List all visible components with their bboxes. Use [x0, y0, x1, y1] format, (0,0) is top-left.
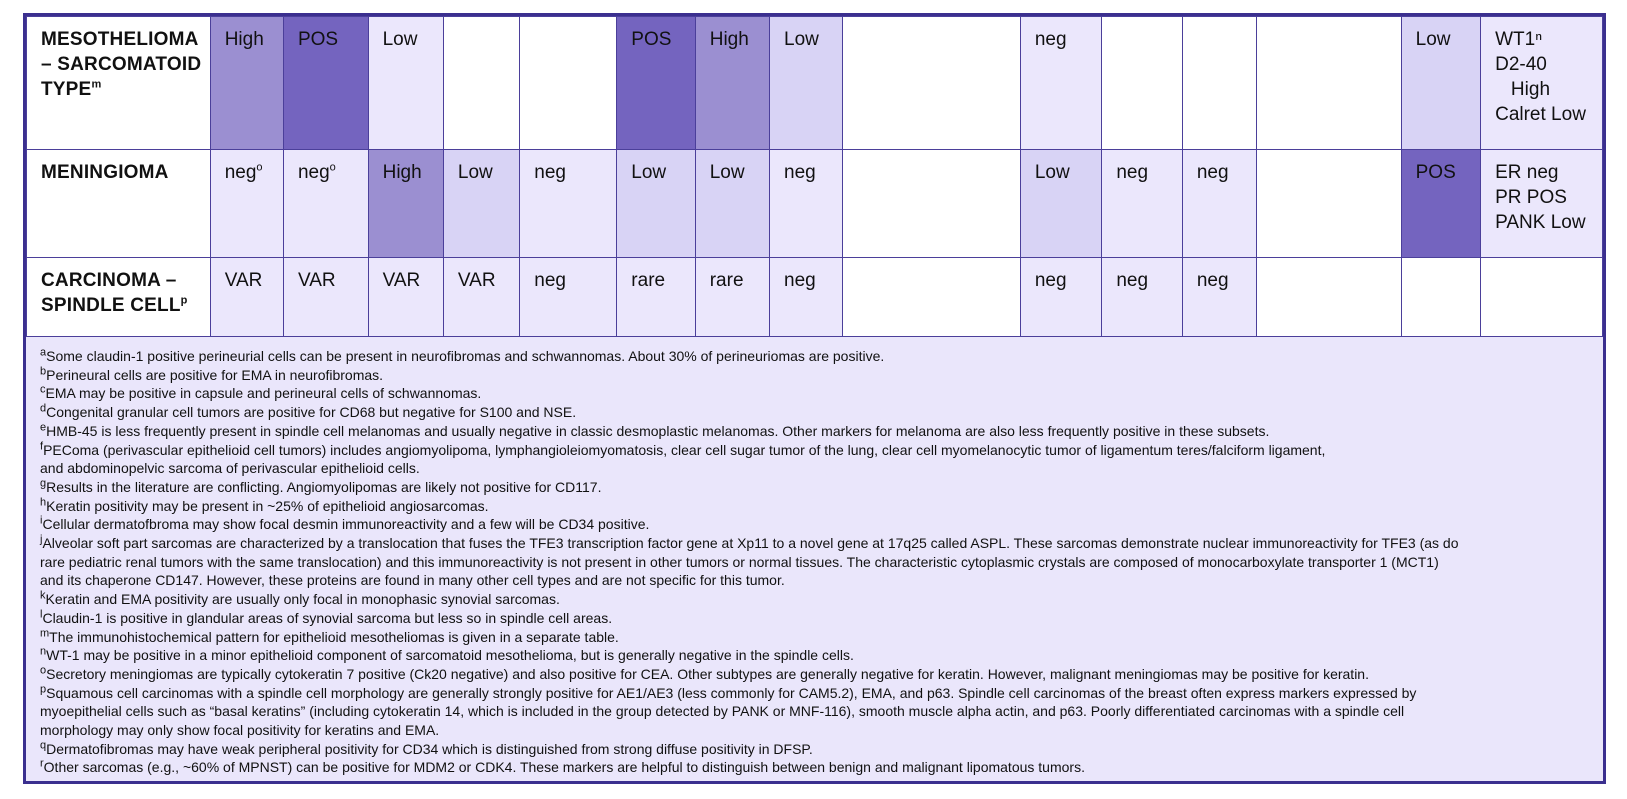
- cell-value: High: [709, 29, 749, 50]
- footnote-text: Alveolar soft part sarcomas are characterized by a translocation that fuses the TFE3 transcription factor gene at Xp11 to a novel gene at 17q25 called ASPL. These sarcomas demonstrate nuclear immunoreactivity for TFE3 (as do: [42, 535, 1459, 552]
- table-cell: [843, 17, 1021, 150]
- footnote-text: The immunohistochemical pattern for epithelioid mesotheliomas is given in a separate table.: [49, 628, 619, 645]
- footnote-marker: r: [40, 757, 44, 770]
- cell-value: neg: [1196, 270, 1229, 291]
- footnote-text: Squamous cell carcinomas with a spindle cell morphology are generally strongly positive for AE1/AE3 (less commonly for CAM5.2), EMA, and p63. Spindle cell carcinomas of the breast often express markers expressed by: [46, 684, 1417, 701]
- footnote-line: [40, 740, 1600, 759]
- table-row: [27, 150, 1603, 258]
- cell-value: Low: [1415, 29, 1451, 50]
- cell-value: Low: [382, 29, 418, 50]
- cell-value: High: [224, 29, 264, 50]
- cell-value: neg: [1034, 270, 1067, 291]
- footnote-marker: k: [40, 589, 46, 602]
- footnote-line: [40, 553, 1600, 572]
- table-cell: [520, 150, 617, 258]
- table-cell: [520, 258, 617, 337]
- footnote-text: EMA may be positive in capsule and perineural cells of schwannomas.: [45, 385, 482, 402]
- cell-value: neg: [534, 270, 566, 291]
- footnote-marker: j: [40, 533, 43, 546]
- footnote-text: Perineural cells are positive for EMA in neurofibromas.: [46, 366, 384, 383]
- footnote-marker: a: [40, 346, 47, 359]
- table-cell: [1481, 150, 1603, 258]
- table-cell: [210, 258, 283, 337]
- table-cell: [1257, 258, 1401, 337]
- table-row: [27, 17, 1603, 150]
- footnote-text: Results in the literature are conflicting. Angiomyolipomas are likely not positive for CD117.: [46, 478, 602, 495]
- table-cell: [443, 258, 519, 337]
- cell-value: rare: [709, 270, 744, 291]
- footnote-marker: h: [40, 495, 47, 508]
- footnote-marker: f: [40, 439, 44, 452]
- footnote-marker: n: [40, 645, 47, 658]
- table-cell: [695, 258, 769, 337]
- table-cell: [617, 17, 695, 150]
- table-cell: [1020, 150, 1102, 258]
- cell-value: POS: [297, 29, 339, 50]
- footnote-line: [40, 347, 1600, 366]
- table-cell: [1182, 150, 1256, 258]
- footnote-text: Claudin-1 is positive in glandular areas of synovial sarcoma but less so in spindle cell areas.: [42, 609, 613, 626]
- footnote-line: [40, 702, 1600, 721]
- footnote-text: and its chaperone CD147. However, these proteins are found in many other cell types and are not specific for this tumor.: [40, 572, 785, 589]
- cell-value: neg: [534, 162, 566, 183]
- cell-value: neg: [784, 162, 816, 183]
- footnote-marker: m: [91, 78, 102, 91]
- cell-value: VAR: [297, 270, 336, 291]
- footnote-text: WT-1 may be positive in a minor epithelioid component of sarcomatoid mesothelioma, but is generally negative in the spindle cells.: [46, 647, 854, 664]
- footnote-line: [40, 721, 1600, 740]
- footnote-marker: o: [40, 664, 47, 677]
- footnote-marker: c: [40, 383, 46, 396]
- footnote-line: [40, 684, 1600, 703]
- table-cell: [283, 17, 368, 150]
- footnote-text: Congenital granular cell tumors are positive for CD68 but negative for S100 and NSE.: [46, 404, 577, 421]
- footnote-text: Cellular dermatofbroma may show focal desmin immunoreactivity and a few will be CD34 positive.: [42, 516, 650, 533]
- footnote-marker: o: [329, 161, 336, 174]
- footnote-line: [40, 515, 1600, 534]
- footnote-marker: m: [40, 626, 50, 639]
- footnote-text: myoepithelial cells such as “basal keratins” (including cytokeratin 14, which is included in the group detected by PANK or MNF-116), smooth muscle alpha actin, and p63. Poorly differentiated carcinomas with a spindle cell: [40, 703, 1405, 720]
- footnote-line: [40, 665, 1600, 684]
- footnote-text: Some claudin-1 positive perineurial cells can be present in neurofibromas and schwannomas. About 30% of perineuriomas are positive.: [46, 348, 885, 364]
- cell-value: Low: [784, 29, 819, 50]
- footnote-line: [40, 609, 1600, 628]
- cell-line: PANK Low: [1495, 212, 1586, 233]
- cell-value: Low: [709, 162, 745, 183]
- table-row: [27, 258, 1603, 337]
- footnote-marker: q: [40, 739, 47, 752]
- table-cell: [1257, 17, 1401, 150]
- cell-value: High: [382, 162, 422, 183]
- footnote-line: [40, 646, 1600, 665]
- footnote-marker: b: [40, 365, 47, 378]
- footnote-line: [40, 478, 1600, 497]
- footnote-marker: o: [256, 161, 263, 174]
- row-header: [27, 17, 211, 150]
- row-header-label: CARCINOMA – SPINDLE CELL: [41, 270, 181, 316]
- cell-value: neg: [297, 162, 330, 183]
- footnote-line: [40, 459, 1600, 478]
- footnote-text: and abdominopelvic sarcoma of perivascular epithelioid cells.: [40, 460, 420, 477]
- footnote-line: [40, 403, 1600, 422]
- footnote-text: Dermatofibromas may have weak peripheral positivity for CD34 which is distinguished from strong diffuse positivity in DFSP.: [46, 740, 813, 757]
- cell-value: VAR: [224, 270, 263, 291]
- cell-line: Calret Low: [1495, 104, 1586, 125]
- table-cell: [443, 17, 519, 150]
- footnote-marker: i: [40, 514, 43, 527]
- footnote-line: [40, 628, 1600, 647]
- table-cell: [1401, 150, 1480, 258]
- footnote-marker: e: [40, 421, 47, 434]
- cell-line: High: [1495, 79, 1551, 100]
- table-cell: [520, 17, 617, 150]
- cell-value: neg: [1116, 270, 1149, 291]
- cell-line: WT1ⁿ: [1495, 29, 1543, 50]
- footnote-line: [40, 590, 1600, 609]
- footnote-line: [40, 384, 1600, 403]
- table-cell: [1481, 258, 1603, 337]
- table-cell: [283, 150, 368, 258]
- footnote-marker: p: [180, 294, 188, 307]
- cell-value: POS: [1415, 162, 1456, 183]
- footnote-marker: d: [40, 402, 47, 415]
- footnote-line: [40, 497, 1600, 516]
- cell-value: Low: [631, 162, 667, 183]
- table-cell: [617, 258, 695, 337]
- table-cell: [1401, 258, 1480, 337]
- footnote-text: Keratin positivity may be present in ~25% of epithelioid angiosarcomas.: [46, 497, 489, 514]
- table-cell: [1102, 150, 1183, 258]
- cell-line: PR POS: [1495, 187, 1567, 208]
- footnote-line: [40, 571, 1600, 590]
- table-cell: [1182, 17, 1256, 150]
- table-cell: [1401, 17, 1480, 150]
- cell-value: neg: [1116, 162, 1149, 183]
- footnote-marker: l: [40, 608, 43, 621]
- table-cell: [695, 17, 769, 150]
- cell-value: neg: [784, 270, 816, 291]
- table-cell: [1020, 258, 1102, 337]
- footnote-text: rare pediatric renal tumors with the same translocation) and this immunoreactivity is not present in other tumors or normal tissues. The characteristic cytoplasmic crystals are composed of monocarboxylate transporter 1 (MCT1): [40, 553, 1439, 570]
- cell-value: neg: [224, 162, 257, 183]
- table-cell: [1182, 258, 1256, 337]
- cell-value: rare: [631, 270, 666, 291]
- table-cell: [695, 150, 769, 258]
- cell-line: ER neg: [1495, 162, 1559, 183]
- table-cell: [443, 150, 519, 258]
- table-cell: [210, 150, 283, 258]
- table-cell: [368, 258, 443, 337]
- table-cell: [368, 17, 443, 150]
- table-cell: [1481, 17, 1603, 150]
- table-cell: [617, 150, 695, 258]
- table-cell: [1257, 150, 1401, 258]
- footnote-line: [40, 422, 1600, 441]
- table-cell: [770, 258, 843, 337]
- footnote-line: [40, 758, 1600, 777]
- footnote-marker: g: [40, 477, 47, 490]
- footnote-line: [40, 441, 1600, 460]
- table-cell: [770, 150, 843, 258]
- cell-value: VAR: [382, 270, 421, 291]
- footnote-text: Other sarcomas (e.g., ~60% of MPNST) can be positive for MDM2 or CDK4. These markers are helpful to distinguish between benign and malignant lipomatous tumors.: [43, 759, 1085, 776]
- footnote-text: morphology may only show focal positivity for keratins and EMA.: [40, 722, 440, 739]
- row-header: [27, 258, 211, 337]
- footnote-text: Keratin and EMA positivity are usually only focal in monophasic synovial sarcomas.: [45, 591, 560, 608]
- footnote-text: Secretory meningiomas are typically cytokeratin 7 positive (Ck20 negative) and also positive for CEA. Other subtypes are generally negative for keratin. However, malignant meningiomas may be positive for keratin.: [46, 665, 1369, 682]
- cell-value: Low: [1034, 162, 1070, 183]
- table-cell: [770, 17, 843, 150]
- cell-value: Low: [457, 162, 493, 183]
- table-cell: [210, 17, 283, 150]
- ihc-table-frame: [23, 13, 1606, 784]
- footnote-text: PEComa (perivascular epithelioid cell tumors) includes angiomyolipoma, lymphangioleiomyomatosis, clear cell sugar tumor of the lung, clear cell myomelanocytic tumor of ligamentum teres/falciform ligament,: [43, 441, 1326, 458]
- cell-value: POS: [631, 29, 672, 50]
- table-cell: [368, 150, 443, 258]
- table-cell: [1102, 17, 1183, 150]
- cell-value: neg: [1196, 162, 1229, 183]
- table-cell: [843, 258, 1021, 337]
- table-cell: [1102, 258, 1183, 337]
- footnote-text: HMB-45 is less frequently present in spindle cell melanomas and usually negative in classic desmoplastic melanomas. Other markers for melanoma are also less frequently positive in these subsets.: [46, 422, 1270, 439]
- footnote-line: [40, 534, 1600, 553]
- cell-line: D2-40: [1495, 54, 1547, 75]
- cell-value: neg: [1034, 29, 1067, 50]
- table-cell: [843, 150, 1021, 258]
- footnotes-section: [40, 347, 1600, 777]
- ihc-marker-table: [26, 16, 1603, 337]
- row-header: [27, 150, 211, 258]
- table-cell: [1020, 17, 1102, 150]
- table-cell: [283, 258, 368, 337]
- row-header-label: MESOTHELIOMA – SARCOMATOID TYPE: [41, 29, 202, 100]
- footnote-line: [40, 366, 1600, 385]
- footnote-marker: p: [40, 683, 47, 695]
- cell-value: VAR: [457, 270, 496, 291]
- row-header-label: MENINGIOMA: [41, 162, 169, 183]
